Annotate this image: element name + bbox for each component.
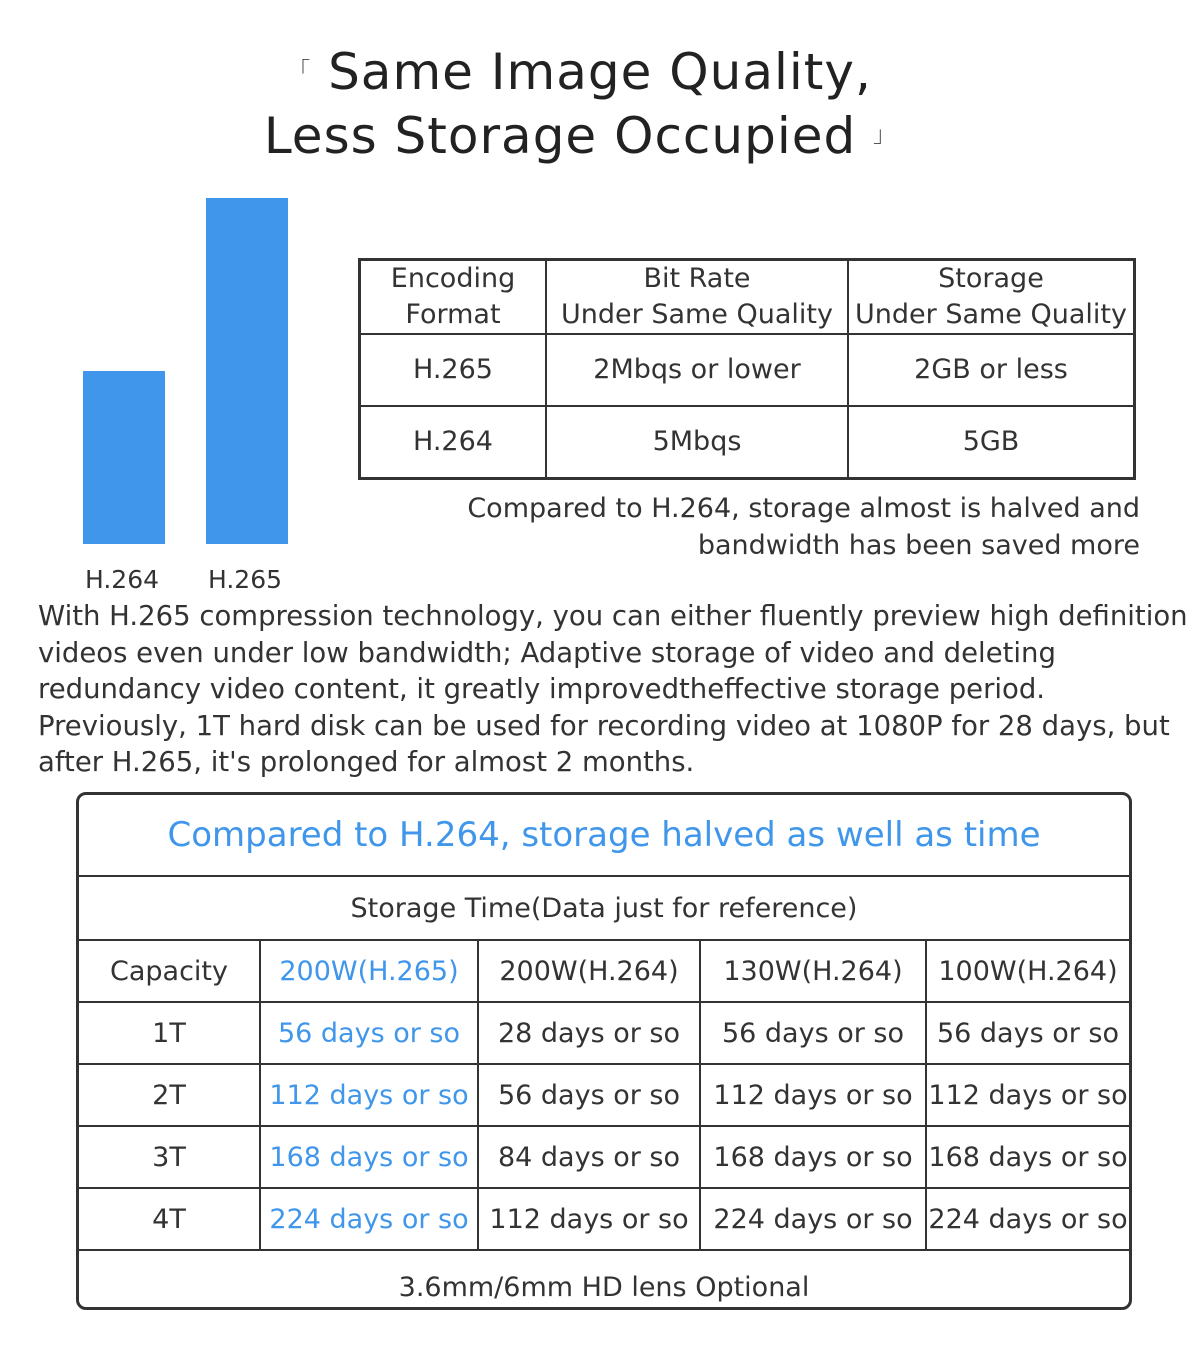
table-cell: 28 days or so — [478, 1002, 700, 1064]
storage-subheading: Storage Time(Data just for reference) — [79, 876, 1129, 940]
header-text: Storage — [938, 263, 1044, 294]
bar-label: H.264 — [84, 565, 160, 594]
title-line-2: Less Storage Occupied — [263, 107, 857, 165]
table-cell: 112 days or so — [478, 1188, 700, 1250]
storage-time-table — [79, 795, 1129, 1310]
header-text: Format — [405, 299, 501, 330]
table-cell: 4T — [79, 1188, 260, 1250]
title-line-1: Same Image Quality, — [328, 43, 872, 101]
table-row — [79, 1126, 1129, 1188]
table-cell: 3T — [79, 1126, 260, 1188]
storage-time-box — [76, 792, 1132, 1310]
table-cell: 5Mbqs — [546, 406, 848, 479]
table-cell: 84 days or so — [478, 1126, 700, 1188]
caption-line-2: bandwidth has been saved more — [697, 530, 1140, 561]
caption-line-1: Compared to H.264, storage almost is halved and — [467, 493, 1140, 524]
comparison-caption — [370, 490, 1140, 564]
table-cell: H.264 — [360, 406, 547, 479]
table-cell: 168 days or so — [260, 1126, 478, 1188]
header-bit-rate — [546, 260, 848, 335]
table-header-row — [360, 260, 1135, 335]
table-cell: 112 days or so — [926, 1064, 1129, 1126]
column-header: 130W(H.264) — [700, 940, 926, 1002]
lens-footer: 3.6mm/6mm HD lens Optional — [79, 1250, 1129, 1310]
table-cell: 224 days or so — [260, 1188, 478, 1250]
table-cell: H.265 — [360, 334, 547, 406]
table-cell: 56 days or so — [926, 1002, 1129, 1064]
description-paragraph: With H.265 compression technology, you can either fluently preview high definition videos even under low bandwidth; Adaptive storage of video and deleting redundancy video content, it greatly improvedtheffective storage period. Previously, 1T hard disk can be used for recording video at 1080P for 28 days, but after H.265, it's prolonged for almost 2 months. — [38, 600, 1188, 778]
table-row — [360, 334, 1135, 406]
column-header: 100W(H.264) — [926, 940, 1129, 1002]
table-cell: 56 days or so — [260, 1002, 478, 1064]
table-cell: 168 days or so — [700, 1126, 926, 1188]
table-cell: 224 days or so — [700, 1188, 926, 1250]
table-row — [79, 1002, 1129, 1064]
table-cell: 56 days or so — [478, 1064, 700, 1126]
header-encoding-format — [360, 260, 547, 335]
header-text: Encoding — [390, 263, 516, 294]
bar-h264 — [83, 371, 165, 544]
column-header: 200W(H.264) — [478, 940, 700, 1002]
table-row — [360, 406, 1135, 479]
storage-headline: Compared to H.264, storage halved as well as time — [79, 795, 1129, 876]
table-cell: 2GB or less — [848, 334, 1135, 406]
open-bracket: 「 — [288, 59, 312, 84]
header-text: Bit Rate — [643, 263, 751, 294]
header-text: Under Same Quality — [561, 299, 833, 330]
page-title — [0, 40, 1160, 168]
table-cell: 168 days or so — [926, 1126, 1129, 1188]
table-cell: 112 days or so — [260, 1064, 478, 1126]
table-cell: 2Mbqs or lower — [546, 334, 848, 406]
encoding-comparison-table — [358, 258, 1136, 480]
bar-label: H.265 — [207, 565, 283, 594]
table-cell: 5GB — [848, 406, 1135, 479]
table-cell: 56 days or so — [700, 1002, 926, 1064]
bar-h265 — [206, 198, 288, 544]
header-storage — [848, 260, 1135, 335]
header-text: Under Same Quality — [855, 299, 1127, 330]
table-row — [79, 1188, 1129, 1250]
table-cell: 1T — [79, 1002, 260, 1064]
column-header-row — [79, 940, 1129, 1002]
close-bracket: 」 — [873, 123, 897, 148]
table-cell: 112 days or so — [700, 1064, 926, 1126]
table-cell: 2T — [79, 1064, 260, 1126]
table-cell: 224 days or so — [926, 1188, 1129, 1250]
column-header: 200W(H.265) — [260, 940, 478, 1002]
bitrate-bar-chart — [0, 190, 340, 600]
table-row — [79, 1064, 1129, 1126]
column-header: Capacity — [79, 940, 260, 1002]
